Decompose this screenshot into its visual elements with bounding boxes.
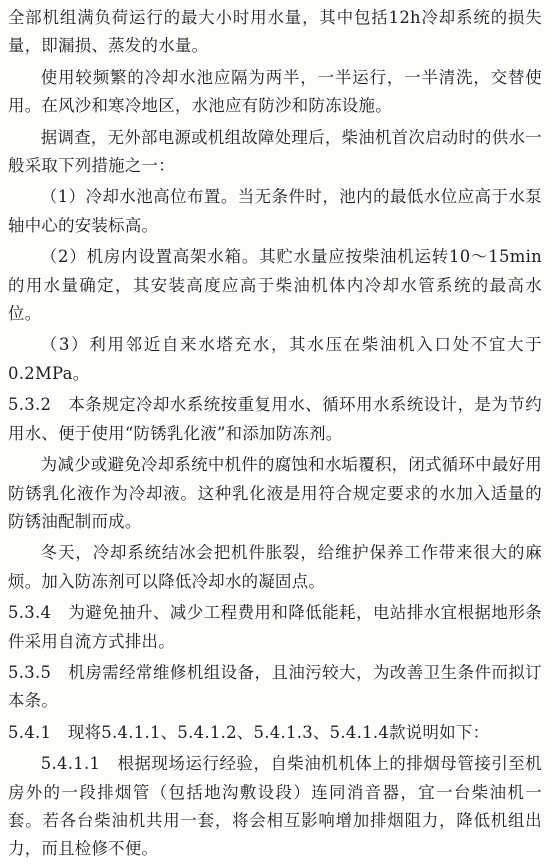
paragraph-measure-1: （1）冷却水池高位布置。当无条件时，池内的最低水位应高于水泵轴中心的安装标高。 (8, 187, 542, 235)
paragraph-water-consumption: 全部机组满负荷运行的最大小时用水量，其中包括12h冷却系统的损失量，即漏损、蒸发的水量。 (8, 8, 542, 56)
paragraph-section-5-4-1: 5.4.1 现将5.4.1.1、5.4.1.2、5.4.1.3、5.4.1.4款说明如下： (8, 722, 490, 742)
paragraph-antifreeze: 冬天，冷却系统结冰会把机件胀裂，给维护保养工作带来很大的麻烦。加入防冻剂可以降低冷却水的凝固点。 (8, 543, 542, 591)
paragraph-rust-emulsion: 为减少或避免冷却系统中机件的腐蚀和水垢覆积，闭式循环中最好用防锈乳化液作为冷却液。这种乳化液是用符合规定要求的水加入适量的防锈油配制而成。 (8, 455, 542, 531)
paragraph-measure-2: （2）机房内设置高架水箱。其贮水量应按柴油机运转10～15min的用水量确定，其安装高度应高于柴油机体内冷却水管系统的最高水位。 (8, 247, 542, 324)
paragraph-section-5-3-2: 5.3.2 本条规定冷却水系统按重复用水、循环用水系统设计，是为节约用水、便于使用“防锈乳化液”和添加防冻剂。 (8, 395, 542, 443)
paragraph-section-5-4-1-1: 5.4.1.1 根据现场运行经验，自柴油机机体上的排烟母管接引至机房外的一段排烟管（包括地沟敷设段）连同消音器，宜一台柴油机一套。若各台柴油机共用一套，将会相互影响增加排烟阻力，降低机组出力，而且检修不便。 (8, 754, 542, 859)
paragraph-first-start-supply: 据调查，无外部电源或机组故障处理后，柴油机首次启动时的供水一般采取下列措施之一： (8, 127, 542, 176)
paragraph-section-5-3-5: 5.3.5 机房需经常维修机组设备，且油污较大，为改善卫生条件而拟订本条。 (8, 662, 542, 711)
paragraph-cooling-pool: 使用较频繁的冷却水池应隔为两半，一半运行，一半清洗，交替使用。在风沙和寒冷地区，水池应有防沙和防冻设施。 (8, 67, 542, 116)
paragraph-section-5-3-4: 5.3.4 为避免抽升、减少工程费用和降低能耗，电站排水宜根据地形条件采用自流方式排出。 (8, 603, 542, 651)
paragraph-measure-3: （3）利用邻近自来水塔充水，其水压在柴油机入口处不宜大于0.2MPa。 (8, 335, 542, 383)
